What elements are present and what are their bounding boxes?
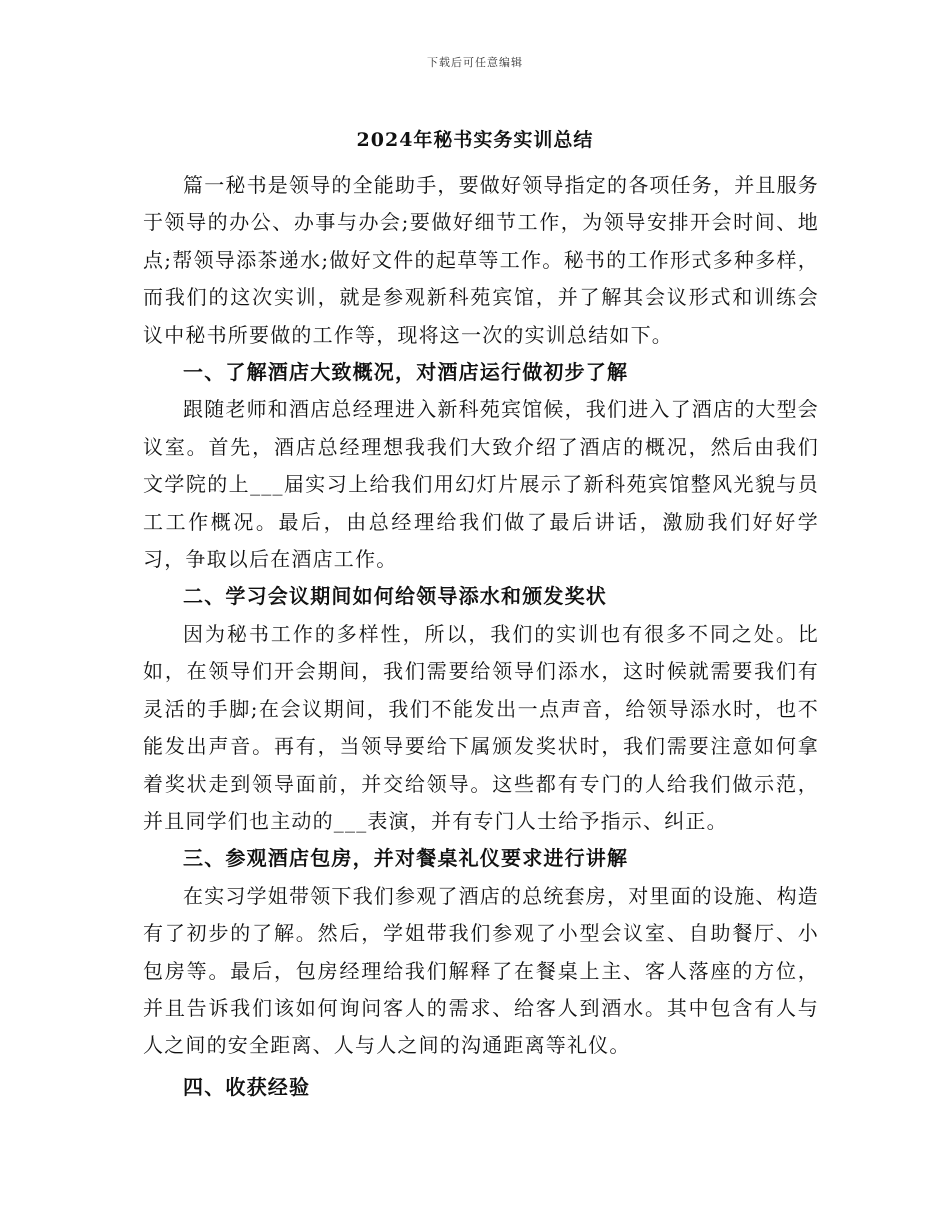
section-paragraph-3: 在实习学姐带领下我们参观了酒店的总统套房，对里面的设施、构造有了初步的了解。然后，学姐带我们参观了小型会议室、自助餐厅、小包房等。最后，包房经理给我们解释了在餐桌上主、客人落座的方位，并且告诉我们该如何询问客人的需求、给客人到酒水。其中包含有人与人之间的安全距离、人与人之间的沟通距离等礼仪。 (143, 883, 819, 1058)
section-heading-2: 二、学习会议期间如何给领导添水和颁发奖状 (183, 584, 607, 609)
section-paragraph-1: 跟随老师和酒店总经理进入新科苑宾馆候，我们进入了酒店的大型会议室。首先，酒店总经理想我我们大致介绍了酒店的概况，然后由我们文学院的上___届实习上给我们用幻灯片展示了新科苑宾馆整风光貌与员工工作概况。最后，由总经理给我们做了最后讲话，激励我们好好学习，争取以后在酒店工作。 (143, 397, 819, 572)
intro-paragraph: 篇一秘书是领导的全能助手，要做好领导指定的各项任务，并且服务于领导的办公、办事与办会;要做好细节工作，为领导安排开会时间、地点;帮领导添茶递水;做好文件的起草等工作。秘书的工作形式多种多样，而我们的这次实训，就是参观新科苑宾馆，并了解其会议形式和训练会议中秘书所要做的工作等，现将这一次的实训总结如下。 (143, 173, 819, 347)
header-note: 下载后可任意编辑 (427, 56, 523, 69)
section-heading-3: 三、参观酒店包房，并对餐桌礼仪要求进行讲解 (183, 846, 629, 871)
section-heading-1: 一、了解酒店大致概况，对酒店运行做初步了解 (183, 360, 629, 385)
section-paragraph-2: 因为秘书工作的多样性，所以，我们的实训也有很多不同之处。比如，在领导们开会期间，我们需要给领导们添水，这时候就需要我们有灵活的手脚;在会议期间，我们不能发出一点声音，给领导添水时，也不能发出声音。再有，当领导要给下属颁发奖状时，我们需要注意如何拿着奖状走到领导面前，并交给领导。这些都有专门的人给我们做示范，并且同学们也主动的___表演，并有专门人士给予指示、纠正。 (143, 621, 819, 833)
document-body (143, 167, 819, 1106)
document-title: 2024年秘书实务实训总结 (356, 129, 594, 151)
section-heading-4: 四、收获经验 (183, 1074, 311, 1099)
